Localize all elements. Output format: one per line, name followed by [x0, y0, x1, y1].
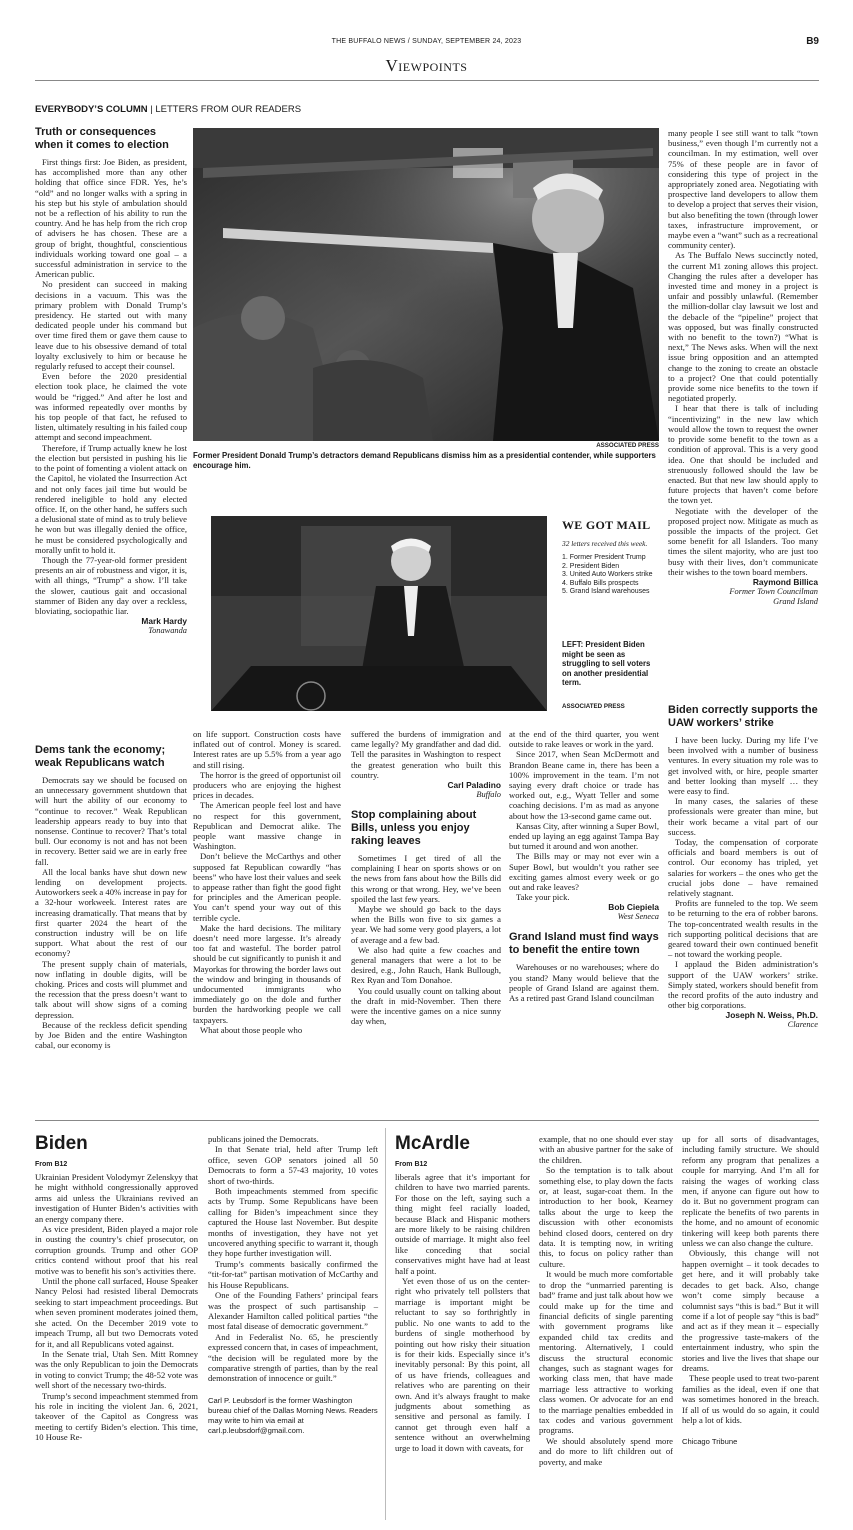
letter-signature: Bob Ciepiela	[608, 902, 659, 913]
letter-paragraph: suffered the burdens of immigration and came legally? My grandfather and dad did. Tell the parasites in Washington to respect the greatest generation who built this country.	[351, 729, 501, 780]
letter-bills-col4	[509, 729, 659, 1003]
column-heading: EVERYBODY’S COLUMN | LETTERS FROM OUR READERS	[35, 104, 302, 115]
letter-paragraph: Because of the reckless deficit spending by Joe Biden and the entire Washington cabal, our economy is	[35, 1019, 187, 1051]
letter-paragraph: Kansas City, after winning a Super Bowl, ended up laying an egg against Tampa Bay but turned it around and won another.	[509, 820, 659, 852]
story-paragraph: Obviously, this change will not happen overnight – it took decades to get here, and it will probably take decades to get back. Also, change won’t come simply because a columnist says “this is bad.” But it will come if a lot of people say “this is bad” and act as if they mean it – especially the progressive taste-makers of the entertainment industry, who spin the stories and live the lives that shape our dreams.	[682, 1248, 819, 1373]
we-got-mail-title: WE GOT MAIL	[562, 518, 651, 532]
story-paragraph: publicans joined the Democrats.	[208, 1134, 319, 1144]
biden-photo-caption: LEFT: President Biden might be seen as struggling to sell voters on another presidential term.	[562, 640, 651, 688]
letter-paragraph: Since 2017, when Sean McDermott and Brandon Beane came in, there has been a 100% improvement in the team. I’m not saying every draft choice or trade has worked out, e.g., Wyatt Teller and some coaching decisions. I’m as mad as anyone about how the 13-second game came out.	[509, 749, 659, 821]
story-paragraph: As vice president, Biden played a major role in ousting the country’s chief prosecutor, on corruption grounds. Trump and other GOP critics contend without proof that his real motive was to benefit his son’s activities there.	[35, 1224, 198, 1276]
story-paragraph: So the temptation is to talk about something else, to play down the facts or, at least, sugar-coat them. In the introduction to her book, Kearney talks about the urge to keep the discussion with other economists behind closed doors, centered on dry data. It is tempting now, in writing this, to focus on policy rather than culture.	[539, 1165, 673, 1269]
letter-paragraph: As The Buffalo News succinctly noted, the current M1 zoning allows this project. Changing the rules after a developer has invested time and money in a project is unfair and possibly unlawful. (Remember the million-dollar clay lawsuit we lost and the debacle of the “pipeline” project that was opposed, but was finally constructed with no benefit to the town?) “What is next,” The News asks. When will the next issue bring opposition and an attempted change to the zoning to create an obstacle to a project? One that could potentially provide some nice benefits to the town if negotiated properly.	[668, 250, 818, 404]
story-paragraph: Trump’s second impeachment stemmed from his role in inciting the violent Jan. 6, 2021, takeover of the Capitol as Congress was meeting to certify Biden’s election. This time, 10 House Re-	[35, 1390, 198, 1443]
story-paragraph: Trump’s comments basically confirmed the “tit-for-tat” partisan motivation of McCarthy and his House Republicans.	[208, 1258, 378, 1290]
jump-headline: Biden	[35, 1133, 88, 1154]
story-paragraph: In that Senate trial, held after Trump left office, seven GOP senators joined all 50 Democrats to form a 57-43 majority, 10 votes short of two-thirds.	[208, 1144, 378, 1186]
story-paragraph: In the Senate trial, Utah Sen. Mitt Romney was the only Republican to join the Democrats in voting to convict Trump; the 48-52 vote was well short of the necessary two-thirds.	[35, 1348, 198, 1391]
we-got-mail-box	[562, 518, 654, 597]
letter-paragraph: The present supply chain of materials, now inflating in double digits, will be choking. Prices and costs will plummet and the recession that the press doesn’t want to talk about will show signs of a coming depression.	[35, 958, 187, 1020]
letter-signature: Carl Paladino	[447, 780, 501, 791]
letter-paragraph: The Bills may or may not ever win a Super Bowl, but wouldn’t you rather see exciting games almost every week or go out and rake leaves?	[509, 851, 659, 893]
letter-paragraph: All the local banks have shut down new lending on development projects. Autoworkers seek a 40% increase in pay for a 32-hour workweek. Interest rates are increasing dramatically. That means that by first quarter 2024 the heart of the construction industry will be on life support. What about the rest of our economy?	[35, 866, 188, 959]
jump-headline: McArdle	[395, 1133, 470, 1154]
letter-signature: Joseph N. Weiss, Ph.D.	[725, 1010, 818, 1021]
biden-jump-col1	[35, 1172, 198, 1443]
biden-jump-col2	[208, 1134, 378, 1436]
letter-paragraph: Make the hard decisions. The military doesn’t need more largesse. It’s already too fat and wasteful. The border patrol should be cut significantly to punish it and Mayorkas for throwing the border laws out the window and bringing in thousands of undocumented immigrants who immediately go on the dole and further burden the hardworking people we call taxpayers.	[193, 922, 341, 1025]
letter-paragraph: In many cases, the salaries of these professionals were greater than mine, but their work became a vital part of our success.	[668, 796, 818, 837]
story-paragraph: Until the phone call surfaced, House Speaker Nancy Pelosi had resisted liberal Democrats seeking to start impeachment proceedings. But when seven prominent moderates joined them, she acted. On the December 2019 vote to impeach Trump, all but two Democrats voted for it, and all Republicans voted against.	[35, 1276, 198, 1349]
jump-from: From B12	[35, 1161, 68, 1168]
author-tagline: Chicago Tribune	[682, 1437, 738, 1447]
mcardle-jump-col2	[539, 1134, 673, 1467]
letter-paragraph: I hear that there is talk of including “incentivizing” in the new law which would allow the town to request the owner to provide some benefit to the town as a condition of approval. This is a very good idea. One that should be included and strenuously followed should the law be enacted. But that new law should apply to future projects that haven’t come before the town yet.	[668, 403, 818, 506]
letter-city: Tonawanda	[148, 626, 187, 636]
trump-photo-caption: Former President Donald Trump’s detractors demand Republicans dismiss him as a presidential contender, while supporters encourage him.	[193, 451, 656, 470]
list-item: 3. United Auto Workers strike	[562, 571, 653, 579]
biden-photo-credit: ASSOCIATED PRESS	[562, 703, 625, 710]
we-got-mail-subtitle: 32 letters received this week.	[562, 539, 648, 548]
letter-headline: Biden correctly supports the UAW workers’ strike	[668, 704, 818, 729]
column-divider	[385, 1128, 386, 1520]
jump-from: From B12	[395, 1161, 428, 1168]
list-item: 5. Grand Island warehouses	[562, 588, 650, 596]
letter-paragraph: No president can succeed in making decisions in a vacuum. This was the primary problem with Donald Trump’s presidency. He started out with many dedicated people under his command but over time fired them or gave them cause to leave due to his obsessive demand of total loyalty exclusively to him or because he regularly refused to accept their counsel.	[35, 279, 187, 372]
letter-paragraph: I have been lucky. During my life I’ve been involved with a number of business ventures. In every situation my role was to get involved with, or hire, people smarter and better looking than myself … they were easy to find.	[668, 735, 818, 797]
letter-headline: Truth or consequences when it comes to election	[35, 126, 169, 151]
letter-paragraph: Take your pick.	[516, 892, 570, 903]
story-paragraph: Yet even those of us on the center-right who privately tell pollsters that marriage is important might be reluctant to say so forthrightly in public. No one wants to add to the burdens of single motherhood by pointing out how risky their situation is for their kids. Especially since it’s inevitably personal: By this point, all of us have friends, colleagues and relatives who are parenting on their own. And it’s always fraught to make judgments about something as sensitive and personal as family. I cannot get through even half a sentence without an overwhelming urge to load it down with caveats, for	[395, 1276, 530, 1453]
list-item: 4. Buffalo Bills prospects	[562, 579, 639, 587]
story-paragraph: Ukrainian President Volodymyr Zelenskyy that he might withhold congressionally approved arms aid unless the Ukrainians revived an investigation of Hunter Biden’s activities with an energy company there.	[35, 1172, 198, 1224]
page-number: B9	[806, 36, 819, 47]
list-item: 2. President Biden	[562, 562, 620, 570]
dateline: THE BUFFALO NEWS / SUNDAY, SEPTEMBER 24, 2023	[331, 38, 522, 45]
story-paragraph: And in Federalist No. 65, he presciently expressed concern that, in cases of impeachment, “the decision will be regulated more by the comparative strength of parties, than by the real demonstration of innocence or guilt.”	[208, 1331, 378, 1384]
top-rule	[35, 80, 819, 81]
letter-paragraph: on life support. Construction costs have inflated out of control. Money is scared. Interest rates are up 5.5% from a year ago and still rising.	[193, 729, 341, 770]
letter-paragraph: Though the 77-year-old former president presents an air of robustness and vigor, it is, with all things, “Trump” a show. I’ll take the slower, cautious gait and occasional stammer of Biden any day over a reckless, bloviating, sociopathic liar.	[35, 554, 187, 616]
trump-photo	[193, 128, 659, 441]
letter-paragraph: at the end of the third quarter, you went outside to rake leaves or work in the yard.	[509, 729, 659, 750]
story-paragraph: One of the Founding Fathers’ principal fears was the prospect of such partisanship – Alexander Hamilton called political parties “the most fatal disease of democratic government.”	[208, 1290, 378, 1332]
letter-grand-island-continued	[668, 128, 818, 607]
letter-paragraph: You could usually count on talking about the draft in mid-November. Then there were the incentive games on a nice sunny day when,	[351, 985, 501, 1027]
letter-paragraph: Maybe we should go back to the days when the Bills won five to six games a year. We had some very good players, a lot of average and a few bad.	[351, 904, 501, 945]
biden-photo-image	[211, 516, 547, 711]
letter-paragraph: Today, the compensation of corporate officials and board members is out of control. Our economy has tripled, yet salaries for workers – the ones who get the crucial jobs done – have remained relatively stagnant.	[668, 837, 818, 899]
letter-dems-col2	[193, 729, 341, 1035]
letter-paragraph: Warehouses or no warehouses; where do you stand? Many would believe that the people of Grand Island are against them. As a retired past Grand Island councilman	[509, 962, 659, 1004]
letter-paragraph: The horror is the greed of opportunist oil producers who are enjoying the highest prices in decades.	[193, 769, 341, 801]
story-paragraph: Both impeachments stemmed from specific acts by Trump. Some Republicans have been calling for Biden’s impeachment since they captured the House last November. But despite months of investigation, they have not yet uncovered anything specific to warrant it, though they hope further investigation will.	[208, 1186, 378, 1259]
we-got-mail-list	[562, 554, 654, 597]
letter-paragraph: Even before the 2020 presidential election took place, he claimed the vote would be “rigged.” And after he lost and was informed repeatedly over months by his top people of that fact, he refused to listen, ultimately resulting in his failed coup attempt and second impeachment.	[35, 371, 187, 443]
column-subtitle: LETTERS FROM OUR READERS	[155, 104, 302, 115]
letter-headline: Grand Island must find ways to benefit the entire town	[509, 931, 659, 957]
letter-city: Clarence	[787, 1020, 818, 1030]
letter-city: Grand Island	[773, 596, 818, 606]
letter-paragraph: many people I see still want to talk “town business,” even though I’m currently not a councilman. In my estimation, well over 75% of these people are in favor of considering this type of project in the appropriately zoned area. Negotiating with prospective land developers to allow them to develop a project that serves their vision, but also benefiting the town (through lower taxes, infrastructure improvement, or maybe even a “want” such as a recreational community center).	[668, 128, 818, 251]
letter-paragraph: Democrats say we should be focused on an unnecessary government shutdown that will hurt the ability of our economy to “continue to recover.” Weak Republican leadership appears ready to buy into that nonsense. Continue to recover? That’s total bull. Our economy is not and has not been in recovery. Better said we are in early free fall.	[35, 775, 187, 867]
letter-signature-title: Former Town Councilman	[729, 586, 818, 596]
masthead	[0, 36, 853, 52]
column-name: EVERYBODY’S COLUMN	[35, 104, 148, 115]
letter-signature: Mark Hardy	[141, 616, 187, 627]
letter-paragraph: Don’t believe the McCarthys and other supposed fat Republican cowardly “has beens” who have lost their values and seek to appease rather than fight the good fight for principles and the American people. You can’t spend your way out of this terrible cycle.	[193, 851, 341, 923]
story-paragraph: up for all sorts of disadvantages, including family structure. We should reform any program that penalizes a couple for marrying. And I’m all for raising the wages of working class men, if anyone can figure out how to do it. But no government program can replicate the benefits of two parents in the home, and no amount of economic tinkering will keep both parents there unless we can also change the culture.	[682, 1134, 819, 1249]
letter-biden-uaw	[668, 704, 818, 1030]
letter-paragraph: Negotiate with the developer of the proposed project now. Mitigate as much as possible the impacts of the project. Get some benefit for all Islanders. Too many times the silent majority, who are just too busy with their lives, don’t communicate their wishes to the town board members.	[668, 505, 818, 577]
letter-paragraph: First things first: Joe Biden, as president, has accomplished more than any other holding that office since FDR. Yes, he’s “old” and no longer walks with a spring in his step but his style of ambulation should not be a reflection of his ability to run the country. And he has help from the rich crop of advisers he has chosen. These are a group of bright, thoughtful, conscientious individuals working toward one goal – a successful administration in service to the American public.	[35, 157, 187, 280]
trump-photo-image	[193, 128, 659, 441]
letter-paragraph: What about those people who	[200, 1024, 303, 1035]
mcardle-jump-story	[395, 1133, 535, 1168]
list-item: 1. Former President Trump	[562, 554, 646, 561]
section-divider	[35, 1120, 819, 1121]
letter-paragraph: The American people feel lost and have no respect for this government, Republican and Democrat alike. The people want massive change in Washington.	[193, 800, 341, 852]
letter-truth-or-consequences	[35, 126, 187, 636]
letter-paragraph: I applaud the Biden administration’s support of the UAW workers’ strike. Simply stated, workers should benefit from the record profits of the auto industry and other big corporations.	[668, 959, 818, 1011]
story-paragraph: It would be much more comfortable to drop the “unmarried parenting is bad” frame and just talk about how we could make up for the time and financial deficits of single parenting with government programs like expanded child tax credits and mentoring. Alternatively, I could discuss the structural economic changes, such as stagnant wages for working class men, that have made marriage less attractive to working class women. Or advocate for an end to the marriage penalties embedded in tax codes and various government programs.	[539, 1269, 673, 1436]
letter-dems-tank-economy	[35, 744, 187, 1050]
letter-paragraph: Sometimes I get tired of all the complaining I hear on sports shows or on the news from fans about how the Bills did this wrong or that wrong. Hey, we’ve been spoiled the last few years.	[351, 853, 501, 904]
story-paragraph: example, that no one should ever stay with an abusive partner for the sake of the children.	[539, 1134, 673, 1165]
letter-signature: Raymond Billica	[752, 576, 818, 587]
trump-photo-credit: ASSOCIATED PRESS	[596, 442, 659, 449]
story-paragraph: We should absolutely spend more and do more to lift children out of poverty, and make	[539, 1435, 673, 1467]
mcardle-jump-col3	[682, 1134, 819, 1447]
mcardle-jump-col1	[395, 1172, 530, 1453]
letter-paragraph: Therefore, if Trump actually knew he lost the election but persisted in pushing his lie to the point of fomenting a violent attack on the Capitol, he violated the Insurrection Act and not only faces jail time but would be rendered ineligible to hold any elected office. If, on the other hand, he suffers such a delusional state of mind as to truly believe he won but was illegally denied the office, he must be considered psychologically and morally unfit to hold it.	[35, 442, 187, 555]
letter-headline: Dems tank the economy; weak Republicans watch	[35, 744, 166, 769]
section-title: Viewpoints	[385, 56, 468, 75]
letter-city: Buffalo	[476, 790, 501, 800]
letter-headline: Stop complaining about Bills, unless you enjoy raking leaves	[351, 809, 477, 848]
author-tagline: Carl P. Leubsdorf is the former Washington bureau chief of the Dallas Morning News. Readers may write to him via email at carl.p.leubsdorf@gmail.com.	[208, 1395, 378, 1435]
letter-city: West Seneca	[617, 912, 659, 922]
story-paragraph: These people used to treat two-parent families as the ideal, even if one that was sometimes honored in the breach. If all of us would do so again, it could help a lot of kids.	[682, 1373, 819, 1425]
biden-photo	[211, 516, 547, 711]
letter-dems-col3	[351, 729, 501, 1026]
letter-paragraph: Profits are funneled to the top. We seem to be returning to the era of robber barons. The top-concentrated wealth results in the rich supporting political decisions that are geared toward their own continued benefit – not toward the working people.	[668, 898, 818, 960]
letter-paragraph: We also had quite a few coaches and general managers that were a lot to be desired, e.g., John Rauch, Hank Bullough, Rex Ryan and Tom Donahoe.	[351, 944, 501, 986]
story-paragraph: liberals agree that it’s important for children to have two married parents. For those on the left, saying such a thing might feel racially loaded, because Black and Hispanic mothers are more likely to be raising children outside of marriage. It might also feel like conceding that social conservatives might have had at least half a point.	[395, 1172, 530, 1276]
